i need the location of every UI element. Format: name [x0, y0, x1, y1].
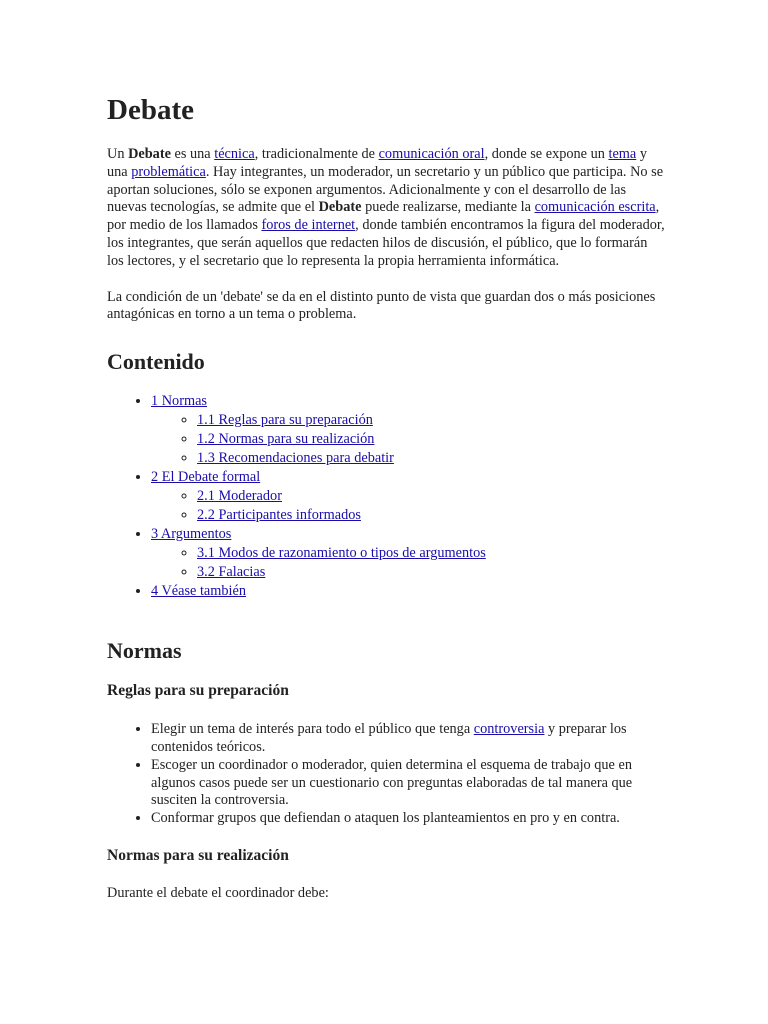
toc-link-moderador[interactable]: 2.1 Moderador	[197, 488, 282, 505]
toc-sublist	[151, 411, 667, 468]
intro-text: . Hay integrantes, un moderador, un secretario y un público que participa. No se aportan soluciones, sólo se exponen argumentos. Adicionalmente y con el desarrollo de las nuevas tecnologías, se admite que el	[107, 163, 664, 216]
intro-bold-term: Debate	[318, 199, 362, 216]
article-content	[107, 92, 667, 903]
toc-link-vease-tambien[interactable]: 4 Véase también	[151, 583, 247, 600]
toc-item	[151, 525, 667, 582]
toc-link-debate-formal[interactable]: 2 El Debate formal	[151, 469, 261, 486]
link-tema[interactable]: tema	[608, 146, 637, 162]
toc-subitem	[197, 430, 667, 449]
toc-subitem	[197, 449, 667, 468]
reglas-list	[107, 721, 667, 828]
intro-text: es una	[170, 146, 215, 162]
link-comunicacion-escrita[interactable]: comunicación escrita	[534, 199, 656, 216]
toc-link-normas[interactable]: 1 Normas	[151, 393, 207, 410]
intro-text: y una	[107, 146, 647, 180]
list-item: • Conformar grupos que defiendan o ataquen los planteamientos en pro y en contra.	[151, 810, 667, 828]
list-item	[151, 721, 667, 757]
table-of-contents	[107, 392, 667, 601]
toc-item	[151, 582, 667, 601]
toc-item	[151, 392, 667, 468]
toc-subitem	[197, 487, 667, 506]
page-title: Debate	[107, 94, 194, 126]
intro-text: , por medio de los llamados	[107, 199, 660, 234]
link-tecnica[interactable]: técnica	[214, 146, 255, 162]
toc-link-argumentos[interactable]: 3 Argumentos	[151, 526, 232, 543]
link-comunicacion-oral[interactable]: comunicación oral	[378, 146, 485, 162]
intro-text: Un	[107, 146, 129, 162]
bullet-text: y preparar los contenidos teóricos.	[151, 721, 627, 755]
toc-link-recomendaciones[interactable]: 1.3 Recomendaciones para debatir	[197, 450, 394, 467]
toc-heading: Contenido	[107, 349, 205, 375]
link-controversia[interactable]: controversia	[473, 721, 545, 738]
link-foros-de-internet[interactable]: foros de internet	[261, 217, 356, 234]
toc-subitem	[197, 506, 667, 525]
intro-text: puede realizarse, mediante la	[361, 199, 535, 216]
subsection-heading-realizacion: Normas para su realización	[107, 846, 289, 864]
bullet-text: Elegir un tema de interés para todo el público que tenga	[151, 721, 474, 738]
toc-link-reglas[interactable]: 1.1 Reglas para su preparación	[197, 412, 373, 429]
toc-link-modos-razonamiento[interactable]: 3.1 Modos de razonamiento o tipos de argumentos	[197, 545, 486, 562]
toc-subitem	[197, 563, 667, 582]
section-heading-normas: Normas	[107, 638, 182, 664]
toc-sublist	[151, 544, 667, 582]
list-item: • Escoger un coordinador o moderador, quien determina el esquema de trabajo que en algunos casos puede ser un cuestionario con preguntas elaboradas de tal manera que susciten la controversia.	[151, 757, 667, 810]
intro-text: , donde también encontramos la figura del moderador, los integrantes, que serán aquellos que redacten hilos de discusión, el público, que lo formarán los lectores, y el secretario que lo representa la propia herramienta informática.	[107, 217, 665, 269]
toc-sublist	[151, 487, 667, 525]
definition-paragraph: La condición de un 'debate' se da en el distinto punto de vista que guardan dos o más posiciones antagónicas en torno a un tema o problema.	[107, 288, 656, 323]
realizacion-paragraph: Durante el debate el coordinador debe:	[107, 884, 329, 901]
intro-bold-term: Debate	[128, 146, 171, 162]
toc-subitem	[197, 544, 667, 563]
intro-paragraph	[107, 146, 667, 271]
toc-link-falacias[interactable]: 3.2 Falacias	[197, 564, 266, 581]
toc-link-participantes[interactable]: 2.2 Participantes informados	[197, 507, 361, 524]
intro-text: , tradicionalmente de	[254, 146, 379, 162]
toc-item	[151, 468, 667, 525]
toc-subitem	[197, 411, 667, 430]
link-problematica[interactable]: problemática	[131, 163, 206, 180]
toc-link-normas-realizacion[interactable]: 1.2 Normas para su realización	[197, 431, 375, 448]
subsection-heading-reglas: Reglas para su preparación	[107, 682, 289, 700]
intro-text: , donde se expone un	[484, 146, 609, 162]
